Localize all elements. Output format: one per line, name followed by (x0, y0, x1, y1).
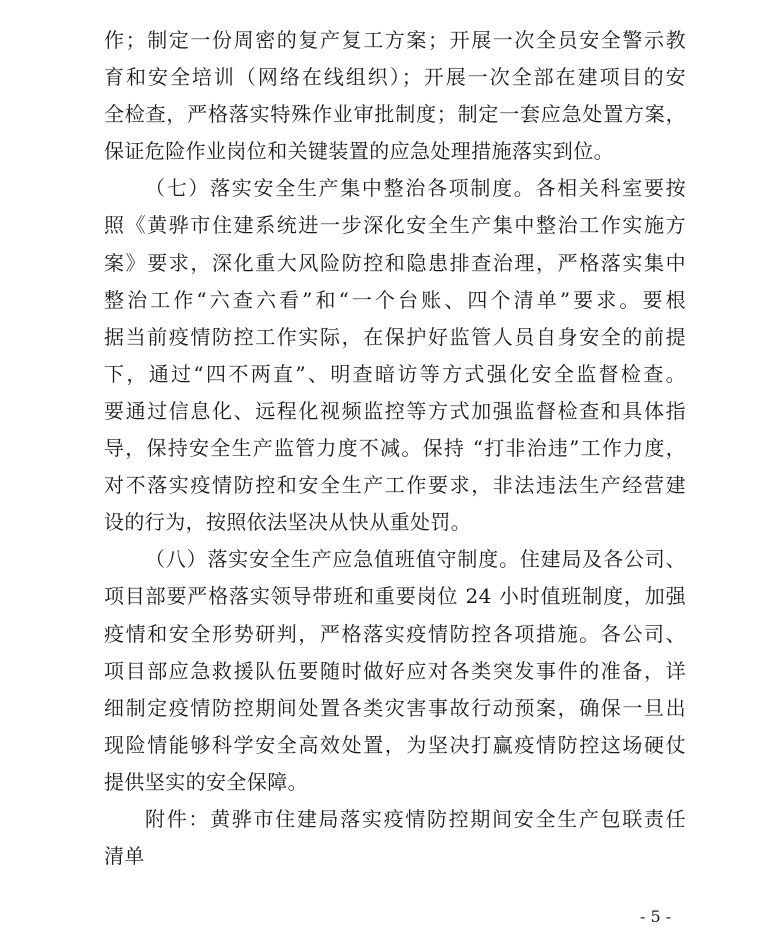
attachment-line: 附件：黄骅市住建局落实疫情防控期间安全生产包联责任 (145, 806, 686, 831)
text-line: 作；制定一份周密的复产复工方案；开展一次全员安全警示教 (104, 28, 686, 52)
text-line: 整治工作“六查六看”和“一个台账、四个清单”要求。要根 (104, 287, 686, 312)
text-line: 导，保持安全生产监管力度不减。保持 “打非治违”工作力度， (104, 436, 686, 461)
text-line: 要通过信息化、远程化视频监控等方式加强监督检查和具体指 (104, 398, 686, 423)
text-line: 设的行为，按照依法坚决从快从重处罚。 (104, 510, 472, 535)
text-line: （八）落实安全生产应急值班值守制度。住建局及各公司、 (145, 547, 686, 572)
text-line: 现险情能够科学安全高效处置，为坚决打赢疫情防控这场硬仗 (104, 732, 686, 757)
text-line: 提供坚实的安全保障。 (104, 769, 308, 794)
text-line: 照《黄骅市住建系统进一步深化安全生产集中整治工作实施方 (104, 213, 686, 238)
text-line: 育和安全培训（网络在线组织）；开展一次全部在建项目的安 (104, 65, 686, 90)
text-line: 疫情和安全形势研判，严格落实疫情防控各项措施。各公司、 (104, 621, 686, 646)
text-line: 下，通过“四不两直”、明查暗访等方式强化安全监督检查。 (104, 361, 686, 386)
text-line: 全检查，严格落实特殊作业审批制度；制定一套应急处置方案， (104, 102, 686, 127)
text-line: 项目部要严格落实领导带班和重要岗位 24 小时值班制度，加强 (104, 584, 686, 609)
page-number: - 5 - (640, 907, 672, 926)
text-line: （七）落实安全生产集中整治各项制度。各相关科室要按 (145, 176, 686, 201)
text-line: 据当前疫情防控工作实际，在保护好监管人员自身安全的前提 (104, 324, 686, 349)
attachment-line: 清单 (104, 844, 145, 869)
text-line: 保证危险作业岗位和关键装置的应急处理措施落实到位。 (104, 139, 614, 164)
document-body (104, 22, 686, 875)
text-line: 对不落实疫情防控和安全生产工作要求，非法违法生产经营建 (104, 473, 686, 498)
text-line: 项目部应急救援队伍要随时做好应对各类突发事件的准备，详 (104, 658, 686, 683)
text-line: 案》要求，深化重大风险防控和隐患排查治理，严格落实集中 (104, 250, 686, 275)
text-line: 细制定疫情防控期间处置各类灾害事故行动预案，确保一旦出 (104, 695, 686, 720)
